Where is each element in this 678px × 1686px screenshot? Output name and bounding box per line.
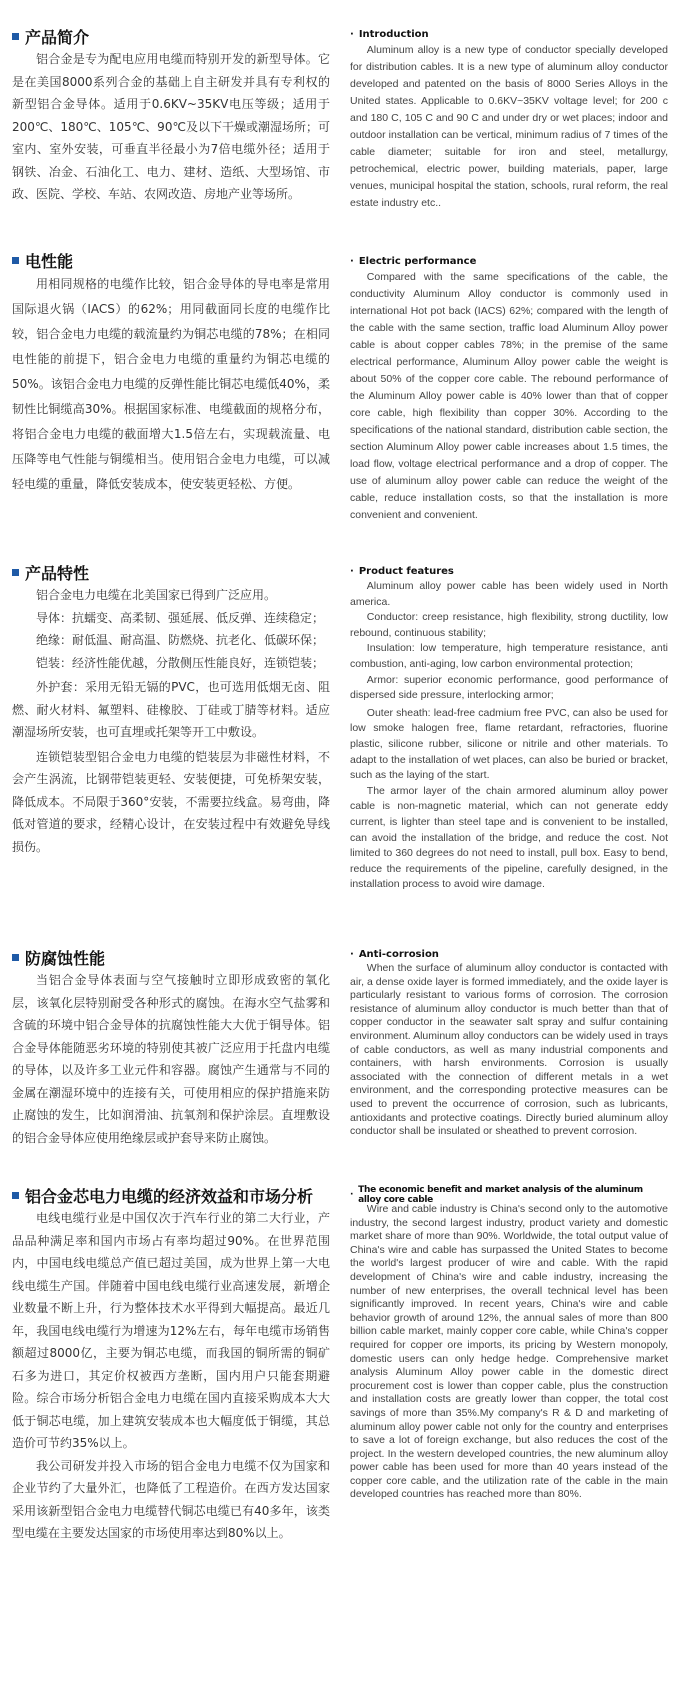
section-anticorrosion-cn (12, 945, 330, 1149)
paragraph: 绝缘：耐低温、耐高温、防燃烧、抗老化、低碳环保； (36, 633, 325, 647)
section-title-text: Electric performance (358, 255, 477, 267)
section-electric-en (350, 253, 668, 524)
paragraph: 导体：抗蠕变、高柔韧、强延展、低反弹、连续稳定； (36, 610, 325, 625)
section-features-en (350, 563, 668, 893)
section-title-text: 防腐蚀性能 (25, 948, 106, 968)
paragraph: Insulation: low temperature, high temperature resistance, anti combustion, anti-aging, low carbon environmental protection; (350, 642, 668, 670)
bullet-dot-icon: · (350, 255, 354, 267)
paragraph: 当铝合金导体表面与空气接触时立即形成致密的氧化层，该氧化层特别耐受各种形式的腐蚀。在海水空气盐雾和含硫的环境中铝合金导体的抗腐蚀性能大大优于铜导体。铝合金导体能随恶劣环境的特别使其被广泛应用于托盘内电缆的导体，以及许多工业元件和容器。腐蚀产生通常与不同的金属在潮湿环境中的连接有关，可使用相应的保护措施来防止腐蚀的发生，比如润滑油、抗氧剂和保护涂层。直埋敷设的铝合金导体应使用绝缘层或护套导来防止腐蚀。 (12, 973, 330, 1145)
paragraph: Compared with the same specifications of the cable, the conductivity Aluminum Alloy conductor is commonly used in international Hot pot back (IACS) 62%; compared with the length of the cable with the same section, traffic load Aluminum Alloy power cable is about copper cables 78%; in the premise of the same electrical performance, Aluminum Alloy power cable the weight is about 50% of the copper core cable. The rebound performance of the Aluminum Alloy power cable is 40% lower than that of copper core cable, high flexibility than copper 30%. According to the specifications of the national standard, distribution cable section, the section Aluminum Alloy power cable increases about 1.5 times, the load flow, voltage electrical performance and a drop of copper. The use of aluminum alloy power cable can reduce the weight of the cable, reduce installation costs, so that the installation is more convenient and convenient. (350, 271, 668, 521)
bullet-square-icon (12, 954, 19, 961)
paragraph: 铝合金电力电缆在北美国家已得到广泛应用。 (36, 588, 277, 602)
section-title-text: 产品特性 (25, 563, 90, 583)
paragraph: Conductor: creep resistance, high flexibility, strong ductility, low rebound, continuous stability; (350, 611, 668, 639)
bullet-dot-icon: · (350, 28, 354, 40)
section-electric-cn (12, 248, 330, 497)
section-introduction-cn (12, 24, 330, 206)
bullet-dot-icon: · (350, 948, 354, 960)
bullet-dot-icon: · (350, 1190, 354, 1200)
bullet-square-icon (12, 1192, 19, 1199)
bullet-square-icon (12, 33, 19, 40)
section-title-cn (12, 1183, 330, 1207)
paragraph: 铠装：经济性能优越，分散侧压性能良好，连锁铠装； (36, 655, 325, 670)
paragraph: The armor layer of the chain armored aluminum alloy power cable is non-magnetic material, which can not generate eddy current, is lighter than steel tape and is convenient to be installed, can avoid the installation of the bridge, and reduce the cost. Not limited to 360 degrees do not need to install, pull box. Easy to bend, reduce the requirements of the pipeline, carefully designed, in the installation process to avoid wire damage. (350, 784, 668, 891)
section-title-en (350, 946, 668, 962)
bullet-square-icon (12, 257, 19, 264)
paragraph: Aluminum alloy is a new type of conductor specially developed for distribution cables. It is a new type of aluminum alloy conductor developed and patented on the basis of 8000 Series Alloys in the United states. Applicable to 0.6KV~35KV voltage level; for 200 c and 180 C, 105 C and 90 C and under dry or wet places; indoor and outdoor installation can be vertical, minimum radius of 7 times of the cable diameter; suitable for iron and steel, metallurgy, petrochemical, electric power, building materials, paper, large venues, municipal hospital the station, schools, rural reform, the real estate industry etc.. (350, 44, 668, 209)
section-title-en (350, 563, 668, 579)
section-title-text: 电性能 (25, 251, 74, 271)
paragraph: Armor: superior economic performance, good performance of dispersed side pressure, interlocking armor; (350, 673, 668, 702)
paragraph: 铝合金是专为配电应用电缆而特别开发的新型导体。它是在美国8000系列合金的基础上自主研发并具有专利权的新型铝合金导体。适用于0.6KV~35KV电压等级；适用于200℃、180℃、105℃、90℃及以下干燥或潮湿场所；可室内、室外安装，可垂直半径最小为7倍电缆外径；适用于钢铁、冶金、石油化工、电力、建材、造纸、大型场馆、市政、医院、学校、车站、农网改造、房地产业等场所。 (12, 52, 330, 201)
section-economic-cn (12, 1183, 330, 1545)
bullet-dot-icon: · (350, 565, 354, 577)
section-title-cn (12, 560, 330, 584)
bullet-square-icon (12, 569, 19, 576)
section-title-text: 铝合金芯电力电缆的经济效益和市场分析 (25, 1186, 314, 1206)
paragraph: Outer sheath: lead-free cadmium free PVC, can also be used for low smoke halogen free, flame retardant, refractories, fluorine plastic, silicone rubber, silicone or nitrile and other materials. To adapt to the installation of wet places, can also be buried or bracket, such as the laying of the start. (350, 706, 668, 782)
section-title-en (350, 1187, 668, 1203)
paragraph: Aluminum alloy power cable has been widely used in North america. (350, 580, 668, 608)
section-title-en (350, 26, 668, 42)
section-introduction-en (350, 26, 668, 212)
paragraph: 外护套：采用无铅无镉的PVC，也可选用低烟无卤、阻燃、耐火材料、氟塑料、硅橡胶、丁硅或丁腈等材料。适应潮湿场所安装，也可直埋或托架等开工中敷设。 (12, 680, 330, 739)
paragraph: 电线电缆行业是中国仅次于汽车行业的第二大行业，产品品种满足率和国内市场占有率均超过90%。在世界范围内，中国电线电缆总产值已超过美国，成为世界上第一大电线电缆生产国。伴随着中国电线电缆行业高速发展，新增企业数量不断上升，行为整体技术水平得到大幅提高。最近几年，我国电线电缆行为增速为12%左右，每年电缆市场销售额超过8000亿，主要为铜芯电缆，而我国的铜所需的铜矿石多为进口，其定价权被西方垄断，国内用户只能套期避险。综合市场分析铝合金电力电缆在国内直接采购成本大大低于铜芯电缆，加上建筑安装成本也大幅度低于铜缆，其总造价可节约35%以上。 (12, 1211, 330, 1450)
section-anticorrosion-en (350, 946, 668, 1139)
section-title-text: The economic benefit and market analysis of the aluminum alloy core cable (358, 1185, 643, 1205)
paragraph: 用相同规格的电缆作比较，铝合金导体的导电率是常用国际退火锅（IACS）的62%；用同截面同长度的电缆作比较，铝合金电力电缆的载流量约为铜芯电缆的78%；在相同电性能的前提下，铝合金电力电缆的重量约为铜芯电缆的50%。该铝合金电力电缆的反弹性能比铜芯电缆低40%，柔韧性比铜缆高30%。根据国家标准、电缆截面的规格分布，将铝合金电力电缆的截面增大1.5倍左右，实现载流量、电压降等电气性能与铜缆相当。使用铝合金电力电缆，可以减轻电缆的重量，降低安装成本，使安装更轻松、方便。 (12, 277, 330, 491)
section-title-cn (12, 24, 330, 48)
section-title-text: Anti-corrosion (358, 948, 439, 960)
section-title-en (350, 253, 668, 269)
paragraph: Wire and cable industry is China's second only to the automotive industry, the second largest industry, product variety and domestic market share of more than 90%. Worldwide, the total output value of China's wire and cable has surpassed the United States to become the world's largest producer of wire and cable. With the rapid development of China's wire and cable industry, increasing the number of new enterprises, the overall technical level has been significantly improved. In recent years, China's wire and cable behavior growth of around 12%, the annual sales of more than 800 billion cable market, mainly copper core cable, while China's copper required for copper ore imports, its pricing by Western monopoly, domestic users can only hedge hedge. Comprehensive market analysis Aluminum Alloy power cable in the domestic direct procurement cost is lower than copper cable, plus the construction and installation costs are greatly lower than copper, the total cost savings of more than 35%.My company's R & D and marketing of aluminum alloy power cable not only for the country and enterprises to save a lot of foreign exchange, but also reduces the cost of the project. In the western developed countries, the new aluminum alloy power cable has been used for more than 40 years instead of the copper core cable, and the utilization rate of the cable in the main developed countries has reached more than 80%. (350, 1203, 668, 1501)
section-features-cn (12, 560, 330, 858)
paragraph: 连锁铠装型铝合金电力电缆的铠装层为非磁性材料，不会产生涡流，比钢带铠装更轻、安装便捷，可免桥架安装，降低成本。不局限于360°安装，不需要拉线盒。易弯曲，降低对管道的要求，经精心设计，在安装过程中有效避免导线损伤。 (12, 749, 330, 854)
section-title-text: Product features (358, 565, 454, 577)
section-economic-en (350, 1187, 668, 1502)
section-title-text: 产品简介 (25, 27, 90, 47)
paragraph: When the surface of aluminum alloy conductor is contacted with air, a dense oxide layer is formed immediately, and the oxide layer is particularly resistant to various forms of corrosion. The corrosion resistance of aluminum alloy conductor is much better than that of copper conductor in the seawater salt spray and sulfur containing environment. Aluminum alloy conductors can be widely used in trays of cable conductors, as well as many industrial components and containers, with harsh environments. Corrosion is usually associated with the connection of different metals in a wet environment, and the corresponding protective measures can be used to prevent the occurrence of corrosion, such as lubricants, antioxidants and protective coatings. Directly buried aluminum alloy conductor shall be insulated or sheathed to prevent corrosion. (350, 962, 668, 1138)
section-title-cn (12, 248, 330, 272)
section-title-cn (12, 945, 330, 969)
section-title-text: Introduction (358, 28, 429, 40)
paragraph: 我公司研发并投入市场的铝合金电力电缆不仅为国家和企业节约了大量外汇，也降低了工程造价。在西方发达国家采用该新型铝合金电力电缆替代铜芯电缆已有40多年，该类型电缆在主要发达国家的市场使用率达到80%以上。 (12, 1458, 330, 1540)
